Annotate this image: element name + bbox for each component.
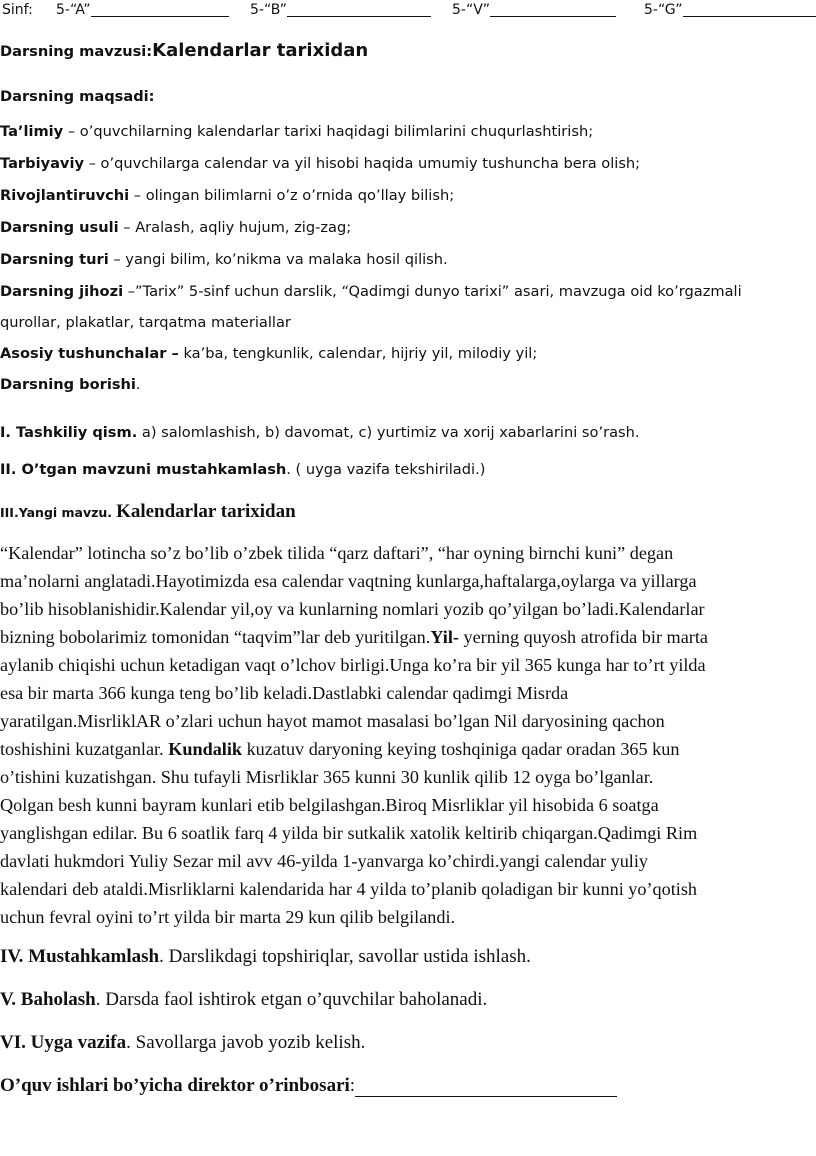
new-topic-label: III.Yangi mavzu. — [0, 505, 113, 520]
body-line: yanglishgan edilar. Bu 6 soatlik farq 4 yilda bir sutkalik xatolik keltirib chiqargan.Qadimgi Rim — [0, 823, 698, 843]
class-field-a: 5-“A” — [56, 2, 91, 18]
meta-row: Darsning turi – yangi bilim, ko’nikma va malaka hosil qilish. — [0, 251, 448, 268]
class-field-b: 5-“B” — [250, 2, 287, 18]
closing-row: VI. Uyga vazifa. Savollarga javob yozib kelish. — [0, 1032, 366, 1053]
body-line: bizning bobolarimiz tomonidan “taqvim”lar deb yuritilgan.Yil- yerning quyosh atrofida bir marta — [0, 627, 708, 647]
sinf-label: Sinf: — [2, 2, 33, 18]
signature-colon: : — [349, 1075, 356, 1096]
class-field-g: 5-“G” — [644, 2, 683, 18]
body-line: uchun fevral oyini to’rt yilda bir marta 29 kun qilib belgilandi. — [0, 907, 456, 927]
stage-row: I. Tashkiliy qism. a) salomlashish, b) davomat, c) yurtimiz va xorij xabarlarini so’rash. — [0, 424, 640, 441]
meta-row: Ta’limiy – o’quvchilarning kalendarlar tarixi haqidagi bilimlarini chuqurlashtirish; — [0, 123, 594, 140]
body-line: toshishini kuzatganlar. Kundalik kuzatuv daryoning keying toshqiniga qadar oradan 365 kun — [0, 739, 680, 759]
closing-row: V. Baholash. Darsda faol ishtirok etgan o’quvchilar baholanadi. — [0, 989, 488, 1010]
topic-value: Kalendarlar tarixidan — [152, 40, 369, 61]
meta-row: Rivojlantiruvchi – olingan bilimlarni o’z o’rnida qo’llay bilish; — [0, 187, 455, 204]
body-line: yaratilgan.MisrliklAR o’zlari uchun hayot mamot masalasi bo’lgan Nil daryosining qachon — [0, 711, 665, 731]
new-topic-value: Kalendarlar tarixidan — [116, 501, 296, 522]
topic-label: Darsning mavzusi: — [0, 43, 153, 60]
class-field-v: 5-“V” — [452, 2, 490, 18]
body-line: ma’nolarni anglatadi.Hayotimizda esa calendar vaqtning kunlarga,haftalarga,oylarga va yillarga — [0, 571, 697, 591]
meta-row: Darsning usuli – Aralash, aqliy hujum, zig-zag; — [0, 219, 352, 236]
body-line: Qolgan besh kunni bayram kunlari etib belgilashgan.Biroq Misrliklar yil hisobida 6 soatga — [0, 795, 659, 815]
body-line: o’tishini kuzatishgan. Shu tufayli Misrliklar 365 kunni 30 kunlik qilib 12 oyga bo’lganlar. — [0, 767, 654, 787]
signature-blank[interactable] — [355, 1078, 617, 1097]
body-line: davlati hukmdori Yuliy Sezar mil avv 46-yilda 1-yanvarga ko’chirdi.yangi calendar yuliy — [0, 851, 648, 871]
body-line: “Kalendar” lotincha so’z bo’lib o’zbek tilida “qarz daftari”, “har oyning birnchi kuni” degan — [0, 543, 674, 563]
body-line: bo’lib hisoblanishidir.Kalendar yil,oy va kunlarning nomlari yozib qo’yilgan bo’ladi.Kalendarlar — [0, 599, 705, 619]
stage-row: II. O’tgan mavzuni mustahkamlash. ( uyga vazifa tekshiriladi.) — [0, 461, 486, 478]
meta-row: qurollar, plakatlar, tarqatma materiallar — [0, 314, 291, 331]
signature-label: O’quv ishlari bo’yicha direktor o’rinbosari — [0, 1075, 350, 1096]
lesson-topic — [0, 40, 368, 61]
meta-row: Darsning jihozi –”Tarix” 5-sinf uchun darslik, “Qadimgi dunyo tarixi” asari, mavzuga oid ko’rgazmali — [0, 283, 742, 300]
body-line: kalendari deb ataldi.Misrliklarni kalendarida har 4 yilda to’planib qoladigan bir kunni yo’qotish — [0, 879, 698, 899]
body-line: aylanib chiqishi uchun ketadigan vaqt o’lchov birligi.Unga ko’ra bir yil 365 kunga har to’rt yilda — [0, 655, 706, 675]
signature-line — [0, 1075, 617, 1097]
meta-row: Asosiy tushunchalar – ka’ba, tengkunlik, calendar, hijriy yil, milodiy yil; — [0, 345, 538, 362]
goals-heading: Darsning maqsadi: — [0, 88, 155, 105]
meta-row: Darsning borishi. — [0, 376, 141, 393]
meta-row: Tarbiyaviy – o’quvchilarga calendar va yil hisobi haqida umumiy tushuncha bera olish; — [0, 155, 641, 172]
new-topic-heading — [0, 501, 296, 523]
closing-row: IV. Mustahkamlash. Darslikdagi topshiriqlar, savollar ustida ishlash. — [0, 946, 531, 967]
body-line: esa bir marta 366 kunga teng bo’lib keladi.Dastlabki calendar qadimgi Misrda — [0, 683, 569, 703]
